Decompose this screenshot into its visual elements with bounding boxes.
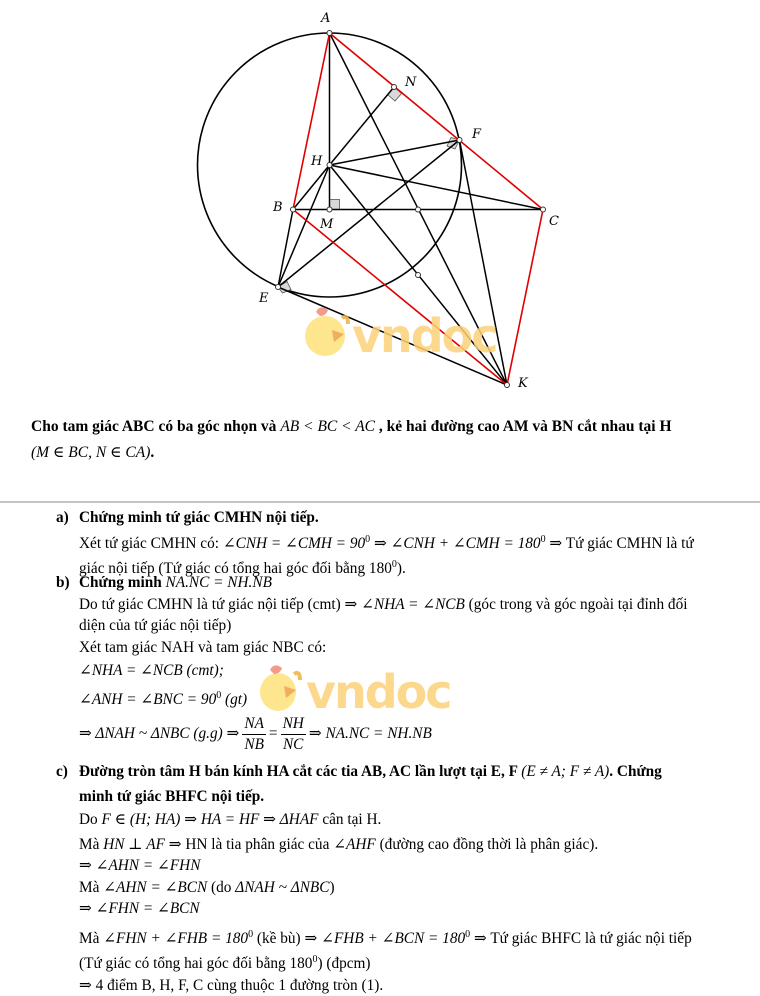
text: ). <box>397 560 406 577</box>
math: ∠ANH = ∠BNC = 90 <box>79 691 216 708</box>
text: (kề bù) <box>253 930 304 947</box>
watermark-logo <box>305 307 497 363</box>
part-c-line-7 <box>56 949 736 975</box>
math: ΔNAH ~ ΔNBC <box>235 879 329 896</box>
part-a-marker: a) <box>56 507 69 529</box>
problem-rest: , kẻ hai đường cao AM và BN cắt nhau tại H <box>375 418 671 435</box>
problem-intro: Cho tam giác ABC có ba góc nhọn và <box>31 418 280 435</box>
math: F ∈ (H; HA) ⇒ HA = HF ⇒ ΔHAF <box>102 811 319 828</box>
text: Xét tứ giác CMHN có: <box>79 535 223 552</box>
part-c-line-3: ⇒ ∠AHN = ∠FHN <box>56 855 736 877</box>
text: ) <box>329 879 334 896</box>
part-c <box>56 761 736 996</box>
text: Mà <box>79 879 103 896</box>
fraction-na-nb <box>242 714 266 755</box>
degree: 0 <box>392 559 397 570</box>
part-b-line-3: Xét tam giác NAH và tam giác NBC có: <box>56 637 736 659</box>
text: Do tứ giác CMHN là tứ giác nội tiếp (cmt) <box>79 596 345 613</box>
label-a: A <box>320 11 330 26</box>
text: (góc trong và góc ngoài tại đỉnh đối <box>465 596 688 613</box>
part-b-line-4: ∠NHA = ∠NCB (cmt); <box>56 660 736 682</box>
part-c-line-1 <box>56 809 736 831</box>
geometry-figure <box>0 0 760 400</box>
text: ⇒ Tứ giác BHFC là tứ giác nội tiếp <box>470 930 692 947</box>
label-b: B <box>272 200 283 215</box>
text: cân tại H. <box>319 811 382 828</box>
part-c-heading-2: minh tứ giác BHFC nội tiếp. <box>56 786 736 808</box>
part-b-title: Chứng minh <box>79 574 166 591</box>
math: ⇒ ∠FHB + ∠BCN = 180 <box>304 930 465 947</box>
text: (Tứ giác có tổng hai góc đối bằng 180 <box>79 955 312 972</box>
math: HN ⊥ AF ⇒ <box>103 836 181 853</box>
math: ∠CNH = ∠CMH = 90 <box>223 535 365 552</box>
math: ⇒ ΔNAH ~ ΔNBC (g.g) ⇒ <box>79 725 239 742</box>
math: ∠AHN = ∠BCN <box>103 879 207 896</box>
math: ⇒ ∠NHA = ∠NCB <box>345 596 465 613</box>
part-b-line-2: diện của tứ giác nội tiếp) <box>56 615 736 637</box>
part-b-title-math: NA.NC = NH.NB <box>166 574 272 591</box>
part-b-line-5 <box>56 685 736 711</box>
part-c-title: Đường tròn tâm H bán kính HA cắt các tia AB, AC lần lượt tại E, F <box>79 763 521 780</box>
label-h: H <box>310 154 323 169</box>
divider <box>0 501 760 503</box>
part-a-line-1 <box>56 529 736 555</box>
part-b-line-6: ⇒ ΔNAH ~ ΔNBC (g.g) ⇒ $\frac{NA}{NB}$ = $\frac{NH}{NC}$ ⇒ NA.NC = NH.NB <box>56 714 736 755</box>
text: Mà <box>79 836 103 853</box>
degree: 0 <box>216 690 221 701</box>
part-c-line-4 <box>56 877 736 899</box>
part-a <box>56 507 736 580</box>
part-b <box>56 572 736 755</box>
label-f: F <box>471 127 482 142</box>
part-c-marker: c) <box>56 761 68 783</box>
text: (do <box>207 879 235 896</box>
denominator: NB <box>242 735 266 755</box>
math: ∠FHN + ∠FHB = 180 <box>103 930 248 947</box>
label-n: N <box>404 75 417 90</box>
degree: 0 <box>312 954 317 965</box>
part-b-marker: b) <box>56 572 70 594</box>
problem-line-1 <box>31 416 731 438</box>
text: (đường cao đồng thời là phân giác). <box>376 836 598 853</box>
math: ∠AHF <box>333 836 376 853</box>
part-b-heading <box>56 572 736 594</box>
problem-line-2 <box>31 442 731 464</box>
fraction-nh-nc <box>281 714 306 755</box>
part-a-heading <box>56 507 736 529</box>
part-c-line-2 <box>56 834 736 856</box>
problem-condition: AB < BC < AC <box>280 418 375 435</box>
degree: 0 <box>365 534 370 545</box>
degree: 0 <box>465 929 470 940</box>
numerator: NA <box>242 714 266 735</box>
part-c-title-math: (E ≠ A; F ≠ A) <box>521 763 609 780</box>
label-e: E <box>258 291 269 306</box>
part-c-line-5: ⇒ ∠FHN = ∠BCN <box>56 898 736 920</box>
problem-period: . <box>150 444 154 461</box>
label-m: M <box>319 217 334 232</box>
part-c-title-end: . Chứng <box>609 763 662 780</box>
text: Mà <box>79 930 103 947</box>
math: (gt) <box>221 691 247 708</box>
part-c-heading <box>56 761 736 783</box>
label-c: C <box>549 214 559 229</box>
math: ⇒ NA.NC = NH.NB <box>309 725 432 742</box>
text: ) (đpcm) <box>317 955 370 972</box>
svg-text:vndoc: vndoc <box>352 309 497 363</box>
problem-membership: (M ∈ BC, N ∈ CA) <box>31 444 150 461</box>
math: ⇒ ∠CNH + ∠CMH = 180 <box>370 535 540 552</box>
svg-text:vndoc: vndoc <box>306 665 451 719</box>
part-c-line-8: ⇒ 4 điểm B, H, F, C cùng thuộc 1 đường tròn (1). <box>56 975 736 996</box>
part-a-title: Chứng minh tứ giác CMHN nội tiếp. <box>79 509 319 526</box>
degree: 0 <box>541 534 546 545</box>
part-b-line-1 <box>56 594 736 616</box>
denominator: NC <box>281 735 306 755</box>
label-k: K <box>517 376 529 391</box>
text: ⇒ Tứ giác CMHN là tứ <box>546 535 694 552</box>
part-c-line-6 <box>56 924 736 950</box>
text: giác nội tiếp (Tứ giác có tổng hai góc đối bằng 180 <box>79 560 392 577</box>
problem-statement <box>31 416 731 464</box>
numerator: NH <box>281 714 306 735</box>
text: HN là tia phân giác của <box>182 836 334 853</box>
degree: 0 <box>248 929 253 940</box>
text: Do <box>79 811 102 828</box>
